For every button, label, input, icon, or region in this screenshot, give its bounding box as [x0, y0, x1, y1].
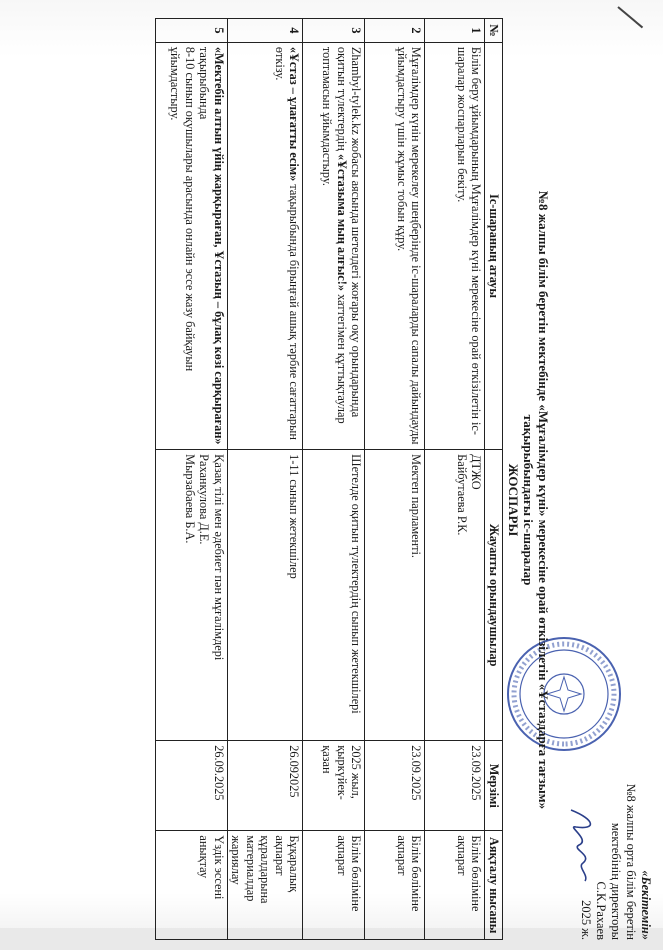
row-event-name-part: тақырыбында 8-10 сынып оқушылары арасында онлайн эссе жазу байқауын ұйымдастыру. — [168, 46, 212, 372]
document-title — [506, 60, 551, 940]
row-responsible: Қазақ тілі мен әдебиет пән мұғалімдері Раханкулова Д.Е. Мырзабаева Б.А. — [156, 450, 228, 741]
row-responsible: 1-11 сынып жетекшілер — [228, 450, 304, 741]
row-event-name-bold: «Мектебін алтын үйің жарқыраған, Ұстазың – бұлақ көзі сарқыраған» — [212, 46, 226, 445]
row-date: 26.09.2025 — [156, 741, 228, 831]
row-date: 23.09.2025 — [425, 741, 485, 831]
row-result: Білім бөліміне ақпарат — [425, 831, 485, 940]
row-responsible: ДТЖО Байбутаева Р.К. — [425, 450, 485, 741]
header-event-name: Іс-шараның атауы — [485, 42, 503, 449]
row-number: 1 — [425, 19, 485, 43]
row-result: Білім бөліміне ақпарат — [365, 831, 425, 940]
row-result: Білім бөліміне ақпарат — [303, 831, 365, 940]
title-line-3: ЖОСПАРЫ — [506, 463, 521, 537]
row-event-name: Білім беру ұйымдарының Мұғалімдер күні мерекесіне орай өткізілетін іс-шаралар жоспарларын бекіту. — [425, 42, 485, 449]
events-plan-table — [155, 18, 503, 940]
director-signature — [561, 805, 601, 885]
row-result: Үздік эссені анықтау — [156, 831, 228, 940]
row-event-name-part: тақырыбында бірыңғай ашық тәрбие сағаттарын өткізу. — [273, 46, 302, 440]
row-responsible: Мектеп парламенті. — [365, 450, 425, 741]
row-event-name — [228, 42, 304, 449]
row-responsible: Шетелде оқитын түлектердің сынып жетекшілері — [303, 450, 365, 741]
table-row — [365, 19, 425, 940]
row-date: 26.092025 — [228, 741, 304, 831]
row-number: 2 — [365, 19, 425, 43]
row-event-name-part: Zhambyl-tylek.kz жобасы аясында шетелдегі жоғары оқу орындарында оқитын түлектердің — [335, 46, 364, 418]
table-row — [156, 19, 228, 940]
header-responsible: Жауапты орындаушылар — [485, 450, 503, 741]
approval-line-4: С.К.Рахаев — [594, 881, 608, 940]
row-number: 5 — [156, 19, 228, 43]
row-event-name-bold: «Ұстаз – ұлағатты есім» — [287, 46, 302, 182]
row-event-name: Мұғалімдер күнін мерекелеу шеңберінде іс-шараларды сапалы дайындауды ұйымдастыру үшін жұмыс тобын құру. — [365, 42, 425, 449]
table-header-row — [485, 19, 503, 940]
approval-line-3: мектебінің директоры — [609, 822, 623, 940]
approval-line-1: «Бекітемін» — [639, 870, 653, 940]
approval-line-2: №8 жалпы орта білім беретін — [624, 783, 638, 940]
title-line-1: №8 жалпы білім беретін мектебінде «Мұғалімдер күні» мерекесіне орай өткізілетін «Ұстаздарға тағзым» — [536, 190, 551, 810]
title-line-2: тақырыбындағы іс-шаралар — [521, 414, 536, 586]
header-number: № — [485, 19, 503, 43]
row-number: 3 — [303, 19, 365, 43]
row-result: Бұқаралық ақпарат құралдарына материалдар жариялау — [228, 831, 304, 940]
header-date: Мерзімі — [485, 741, 503, 831]
row-date: 23.09.2025 — [365, 741, 425, 831]
approval-line-5: 2025 ж. — [579, 900, 593, 940]
header-result: Аяқталу нысаны — [485, 831, 503, 940]
row-number: 4 — [228, 19, 304, 43]
row-event-name — [303, 42, 365, 449]
table-row — [425, 19, 485, 940]
table-row — [303, 19, 365, 940]
row-event-name — [156, 42, 228, 449]
row-event-name-bold: «Ұстазыма мың алғыс!» — [335, 153, 349, 292]
table-row — [228, 19, 304, 940]
row-event-name-part: хаттегімен құттықтаулар топтамасын ұйымдастыру. — [320, 46, 349, 424]
row-date: 2025 жыл, қыркүйек-қазан — [303, 741, 365, 831]
